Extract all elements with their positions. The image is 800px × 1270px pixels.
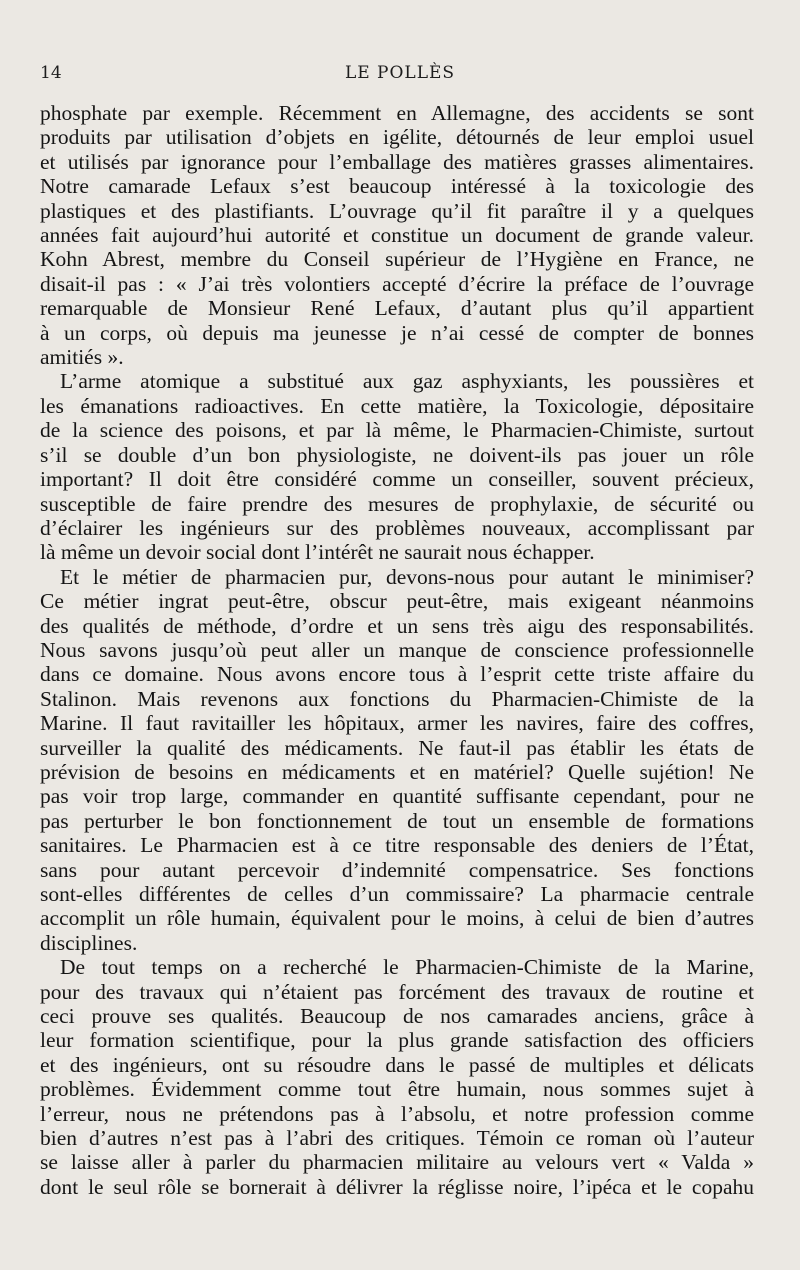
text-line: Notre camarade Lefaux s’est beaucoup intéressé à la toxicologie des bbox=[40, 174, 754, 199]
paragraph-3 bbox=[40, 565, 754, 956]
text-line: sans pour autant percevoir d’indemnité compensatrice. Ses fonctions bbox=[40, 857, 754, 882]
text-line: L’arme atomique a substitué aux gaz asphyxiants, les poussières et bbox=[60, 369, 754, 394]
running-title: LE POLLÈS bbox=[344, 63, 456, 83]
text-line: prévision de besoins en médicaments et en matériel? Quelle sujétion! Ne bbox=[40, 759, 754, 784]
body-text bbox=[40, 101, 754, 1199]
text-line: sanitaires. Le Pharmacien est à ce titre responsable des deniers de l’État, bbox=[40, 833, 754, 858]
text-line: Ce métier ingrat peut-être, obscur peut-être, mais exigeant néanmoins bbox=[40, 589, 754, 614]
text-line: Kohn Abrest, membre du Conseil supérieur de l’Hygiène en France, ne bbox=[40, 247, 754, 272]
text-line: susceptible de faire prendre des mesures de prophylaxie, de sécurité ou bbox=[40, 491, 754, 516]
text-line: De tout temps on a recherché le Pharmacien-Chimiste de la Marine, bbox=[60, 955, 754, 980]
text-line: à un corps, où depuis ma jeunesse je n’ai cessé de compter de bonnes bbox=[40, 320, 754, 345]
text-line: et utilisés par ignorance pour l’emballage des matières grasses alimentaires. bbox=[40, 149, 754, 174]
text-line: important? Il doit être considéré comme un conseiller, souvent précieux, bbox=[40, 467, 754, 492]
text-line: problèmes. Évidemment comme tout être humain, nous sommes sujet à bbox=[40, 1077, 754, 1102]
text-line: Et le métier de pharmacien pur, devons-nous pour autant le minimiser? bbox=[60, 564, 754, 589]
text-line: ceci prouve ses qualités. Beaucoup de nos camarades anciens, grâce à bbox=[40, 1004, 754, 1029]
text-line: produits par utilisation d’objets en igélite, détournés de leur emploi usuel bbox=[40, 125, 754, 150]
text-line: amitiés ». bbox=[40, 345, 124, 370]
text-line: des qualités de méthode, d’ordre et un sens très aigu des responsabilités. bbox=[40, 613, 754, 638]
paragraph-1 bbox=[40, 101, 754, 369]
text-line: Nous savons jusqu’où peut aller un manque de conscience professionnelle bbox=[40, 637, 754, 662]
paragraph-2 bbox=[40, 369, 754, 564]
text-line: là même un devoir social dont l’intérêt ne saurait nous échapper. bbox=[40, 540, 595, 565]
text-line: disciplines. bbox=[40, 930, 138, 955]
text-line: pas voir trop large, commander en quantité suffisante cependant, pour ne bbox=[40, 784, 754, 809]
text-line: disait-il pas : « J’ai très volontiers accepté d’écrire la préface de l’ouvrage bbox=[40, 271, 754, 296]
text-line: dans ce domaine. Nous avons encore tous à l’esprit cette triste affaire du bbox=[40, 662, 754, 687]
text-line: Stalinon. Mais revenons aux fonctions du Pharmacien-Chimiste de la bbox=[40, 686, 754, 711]
text-line: les émanations radioactives. En cette matière, la Toxicologie, dépositaire bbox=[40, 393, 754, 418]
text-line: phosphate par exemple. Récemment en Allemagne, des accidents se sont bbox=[40, 101, 754, 125]
text-line: pas perturber le bon fonctionnement de tout un ensemble de formations bbox=[40, 808, 754, 833]
text-line: d’éclairer les ingénieurs sur des problèmes nouveaux, accomplissant par bbox=[40, 515, 754, 540]
text-line: surveiller la qualité des médicaments. Ne faut-il pas établir les états de bbox=[40, 735, 754, 760]
text-line: accomplit un rôle humain, équivalent pour le moins, à celui de bien d’autres bbox=[40, 906, 754, 931]
text-line: et des ingénieurs, ont su résoudre dans le passé de multiples et délicats bbox=[40, 1052, 754, 1077]
text-line: sont-elles différentes de celles d’un commissaire? La pharmacie centrale bbox=[40, 882, 754, 906]
text-line: plastiques et des plastifiants. L’ouvrage qu’il fit paraître il y a quelques bbox=[40, 198, 754, 223]
text-line: de la science des poisons, et par là même, le Pharmacien-Chimiste, surtout bbox=[40, 418, 754, 443]
paragraph-4 bbox=[40, 955, 754, 1199]
page-number: 14 bbox=[40, 63, 62, 83]
text-line: années fait aujourd’hui autorité et constitue un document de grande valeur. bbox=[40, 223, 754, 248]
text-line: s’il se double d’un bon physiologiste, ne doivent-ils pas jouer un rôle bbox=[40, 442, 754, 467]
text-line: Marine. Il faut ravitailler les hôpitaux, armer les navires, faire des coffres, bbox=[40, 711, 754, 736]
text-line: l’erreur, nous ne prétendons pas à l’absolu, et notre profession comme bbox=[40, 1101, 754, 1126]
text-line: dont le seul rôle se bornerait à délivrer la réglisse noire, l’ipéca et le copahu bbox=[40, 1174, 754, 1199]
running-head bbox=[40, 63, 760, 87]
text-line: bien d’autres n’est pas à l’abri des critiques. Témoin ce roman où l’auteur bbox=[40, 1126, 754, 1151]
text-line: se laisse aller à parler du pharmacien militaire au velours vert « Valda » bbox=[40, 1150, 754, 1175]
text-line: leur formation scientifique, pour la plus grande satisfaction des officiers bbox=[40, 1028, 754, 1053]
text-line: pour des travaux qui n’étaient pas forcément des travaux de routine et bbox=[40, 979, 754, 1004]
text-line: remarquable de Monsieur René Lefaux, d’autant plus qu’il appartient bbox=[40, 296, 754, 321]
